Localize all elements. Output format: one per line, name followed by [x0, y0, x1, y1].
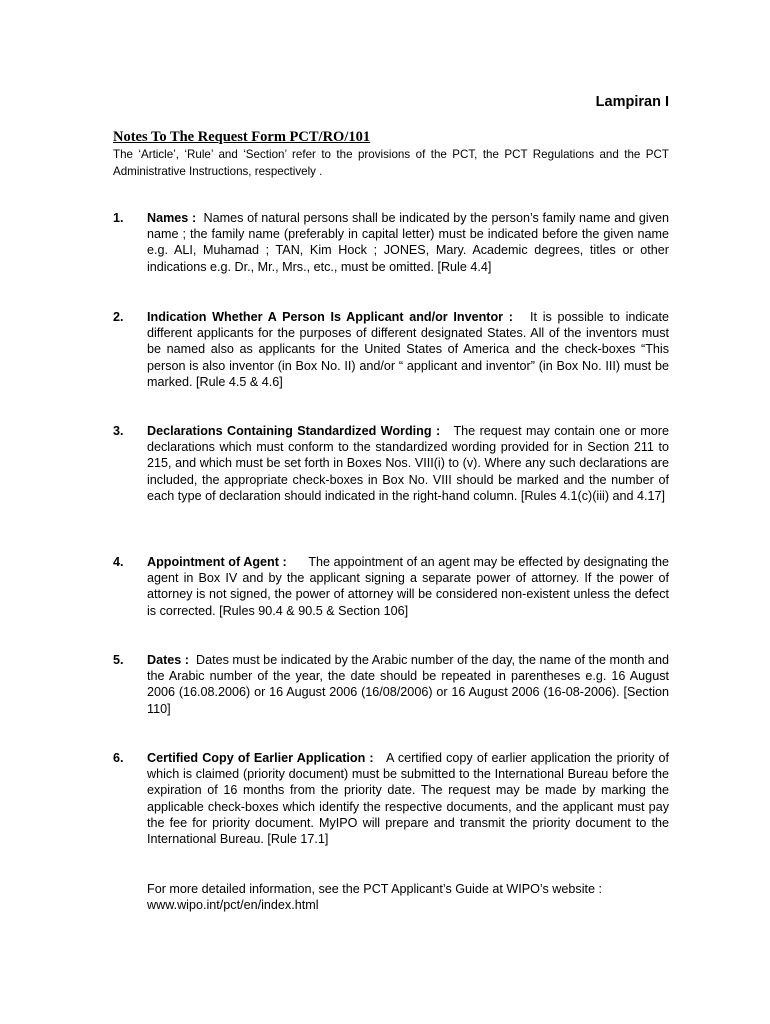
note-number: 4. [113, 555, 124, 569]
note-heading: Declarations Containing Standardized Wording : [147, 424, 441, 438]
note-text: Names of natural persons shall be indicated by the person’s family name and given name ; the family name (preferably in capital letter) must be indicated before the given name e.g. ALI, Muhamad ; TAN, Kim Hock ; JONES, Mary. Academic degrees, titles or other indications e.g. Dr., Mr., Mrs., etc., must be omitted. [Rule 4.4] [147, 211, 670, 274]
note-number: 3. [113, 424, 124, 438]
note-heading: Dates : [147, 653, 189, 667]
note-number: 6. [113, 751, 124, 765]
footer-note: For more detailed information, see the PCT Applicant’s Guide at WIPO’s website : www.wipo.int/pct/en/index.html [147, 882, 602, 913]
note-names [113, 210, 670, 275]
note-number: 5. [113, 653, 124, 667]
annex-label: Lampiran I [595, 94, 669, 110]
note-number: 2. [113, 310, 124, 324]
note-text: Dates must be indicated by the Arabic number of the day, the name of the month and the Arabic number of the year, the date should be repeated in parentheses e.g. 16 August 2006 (16.08.2006) or 16 August 2006 (16/08/2006) or 16 August 2006 (16-08-2006). [Section 110] [147, 653, 670, 716]
note-heading: Names : [147, 211, 197, 225]
note-body [147, 423, 669, 504]
note-heading: Certified Copy of Earlier Application : [147, 751, 374, 765]
note-applicant-inventor [113, 309, 670, 390]
note-body [147, 554, 669, 619]
note-body [147, 309, 669, 390]
note-text: The appointment of an agent may be effected by designating the agent in Box IV and by the applicant signing a separate power of attorney. If the power of attorney is not signed, the power of attorney will be considered non-existent unless the defect is corrected. [Rules 90.4 & 90.5 & Section 106] [147, 555, 670, 618]
intro-paragraph: The ‘Article’, ‘Rule’ and ‘Section’ refer to the provisions of the PCT, the PCT Regulations and the PCT Administrative Instructions, respectively . [113, 148, 669, 178]
note-body [147, 652, 669, 717]
note-declarations [113, 423, 670, 504]
note-dates [113, 652, 670, 717]
note-body [147, 210, 669, 275]
note-text: A certified copy of earlier application the priority of which is claimed (priority document) must be submitted to the International Bureau before the expiration of 16 months from the priority date. The request may be made by marking the applicable check-boxes which identify the respective documents, and the applicant must pay the fee for priority document. MyIPO will prepare and transmit the priority document to the International Bureau. [Rule 17.1] [147, 751, 670, 847]
note-agent [113, 554, 670, 619]
note-text: The request may contain one or more declarations which must conform to the standardized wording provided for in Section 211 to 215, and which must be set forth in Boxes Nos. VIII(i) to (v). Where any such declarations are included, the appropriate check-boxes in Box No. VIII should be marked and the number of each type of declaration should indicated in the right-hand column. [Rules 4.1(c)(iii) and 4.17] [147, 424, 669, 503]
note-heading: Indication Whether A Person Is Applicant and/or Inventor : [147, 310, 513, 324]
note-body [147, 750, 669, 847]
document-title: Notes To The Request Form PCT/RO/101 [113, 129, 371, 145]
note-number: 1. [113, 211, 124, 225]
note-text: It is possible to indicate different applicants for the purposes of different designated States. All of the inventors must be named also as applicants for the United States of America and the check-boxes “This person is also inventor (in Box No. II) and/or “ applicant and inventor” (in Box No. III) must be marked. [Rule 4.5 & 4.6] [147, 310, 669, 389]
note-heading: Appointment of Agent : [147, 555, 287, 569]
note-certified-copy [113, 750, 670, 847]
